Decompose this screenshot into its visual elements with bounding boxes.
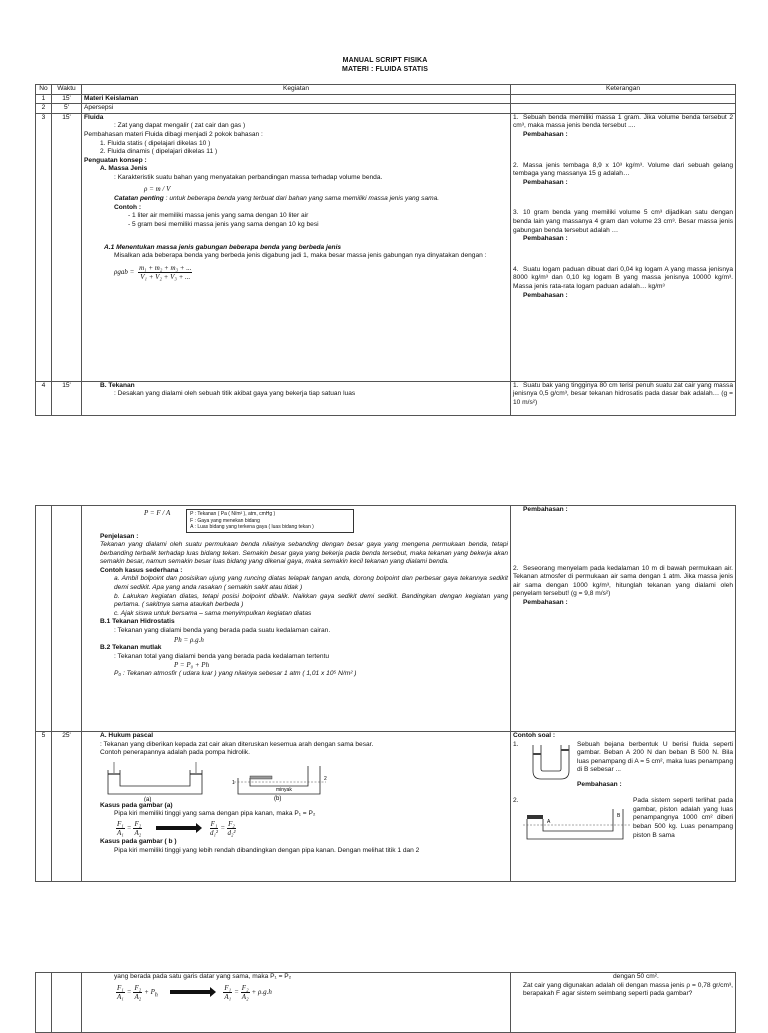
question-text: dengan 50 cm². [613,973,659,980]
question-number: 1. [513,740,519,748]
fraction-denominator: V₁ + V₂ + V₃ + ... [140,272,191,281]
subheading: A.1 Menentukan massa jenis gabungan beberapa benda yang berbeda jenis [104,243,342,251]
hydraulic-figure-a [100,760,210,802]
paragraph: Pembahasan materi Fluida dibagi menjadi 2 pokok bahasan : [84,130,263,138]
fraction: $\frac{\text{F₁}}{\text{d₁²}}$ [210,819,219,837]
question [513,162,733,179]
fraction: $\frac{\text{F₂}}{\text{A₂}}$ [134,819,142,837]
question-number: 2. [513,161,519,169]
figure-label: minyak [276,786,292,793]
row-no: 2 [36,104,52,114]
fraction: $\frac{\text{F₁}}{\text{A₁}}$ [117,983,124,1001]
question-text: Zat cair yang digunakan adalah oli dengan massa jenis ρ = 0,78 gr/cm³, berapakah F agar sistem seimbang seperti pada gambar? [523,981,733,998]
table-row [36,94,736,104]
section-title: A. Hukum pascal [100,732,154,739]
row-kegiatan [82,113,511,381]
definition: : Karakteristik suatu bahan yang menyatakan perbandingan massa terhadap volume benda. [114,173,383,181]
formula: $\frac{\text{F₁}}{\text{A₁}}$ = $\frac{\text{F₂}}{\text{A₂}}$ + $P_h$ $\frac{\text{F₁}}{\text{A₁}}$ = $\frac{\text{F₂}}{\text{A₂}}$ + ρ.g.h [117,983,272,1001]
question-with-figure [513,741,733,781]
arrow-icon [156,826,196,830]
question-text: Suatu logam paduan dibuat dari 0,04 kg logam A yang massa jenisnya 8000 kg/m³ dan 0,10 kg logam B yang massa jenisnya 10000 kg/m³. Massa jenis rata-rata logam paduan adalah… kg/m³ [513,265,733,290]
question [513,209,733,235]
answer-label: Pembahasan : [523,291,568,299]
section-title: Fluida [84,113,104,121]
question-text: 10 gram benda yang memiliki volume 5 cm³ dijadikan satu dengan benda lain yang massanya 4 gram dan volume 23 cm³. Besar massa jenis gabungan benda tersebut adalah … [513,209,733,234]
row-no [36,506,52,732]
formula-lhs: ρgab = [114,267,135,276]
subheading: Penguatan konsep : [84,156,147,164]
figure-label: (b) [274,795,282,802]
document-title [35,56,735,74]
row-keterangan [511,104,736,114]
col-kegiatan: Kegiatan [82,85,511,95]
fraction [138,264,192,281]
table-row [36,381,736,415]
lesson-table-cont [35,505,736,882]
subheading: Kasus pada gambar ( b ) [100,837,177,845]
fraction-numerator: m₁ + m₂ + m₃ + ... [139,263,192,272]
figures [84,760,508,802]
formula-block [84,509,508,533]
question [513,382,733,408]
answer-label: Pembahasan : [523,130,568,138]
answer-label: Pembahasan : [523,178,568,186]
svg-text:2: 2 [324,775,327,782]
subheading: A. Massa Jenis [100,165,148,173]
formula: $\frac{\text{F₁}}{\text{A₁}}$ = $\frac{\text{F₂}}{\text{A₂}}$ $\frac{\text{F₁}}{\text{d₁²}}$ = $\frac{\text{F₂}}{\text{d₂²}}$ [117,819,236,837]
formula: ρ = m / V [144,184,171,193]
paragraph: Contoh penerapannya adalah pada pompa hidrolik. [100,749,250,757]
subheading: B.1 Tekanan Hidrostatis [100,618,175,626]
answer-label: Pembahasan : [523,235,568,243]
table-header [36,85,736,95]
list-item: c. Ajak siswa untuk bersama – sama menyimpulkan kegiatan diatas [114,609,312,617]
note [84,195,508,204]
table-row [36,732,736,882]
row-keterangan [511,381,736,415]
answer-label: Pembahasan : [523,598,568,606]
list-item: b. Lakukan kegiatan diatas, tetapi posisi bolpoint dibalik. Naikkan gaya sedikit demi sedikit. Bandingkan dengan kegiatan yang pertama. ( sakitnya sama ataukah berbeda ) [114,592,508,609]
list-item: 2. Fluida dinamis ( dipelajari dikelas 11 ) [100,148,218,156]
formula: P = P₀ + Ph [174,661,210,670]
title-line-2: MATERI : FLUIDA STATIS [342,66,428,73]
list-item: - 5 gram besi memiliki massa jenis yang sama dengan 10 kg besi [128,220,319,228]
subheading: Penjelasan : [100,532,139,540]
question-number: 2. [513,564,519,572]
formula-legend [186,509,354,533]
legend-line: P : Tekanan ( Pa ( N/m² ), atm, cmHg ) [190,511,276,517]
question [513,565,733,599]
svg-text:A: A [547,819,551,826]
subheading: B.2 Tekanan mutlak [100,644,162,652]
row-waktu: 25' [52,732,82,882]
svg-text:B: B [617,813,621,820]
u-tube-figure [529,741,573,781]
paragraph: Misalkan ada beberapa benda yang berbeda jenis digabung jadi 1, maka besar massa jenis gabungan nya dinyatakan dengan : [114,252,487,260]
definition: : Tekanan total yang dialami benda yang berada pada kedalaman tertentu [114,652,330,660]
row-waktu [52,506,82,732]
question [513,114,733,131]
fraction: $\frac{\text{F₁}}{\text{A₁}}$ [224,983,232,1001]
row-kegiatan [82,732,511,882]
note-label: Catatan penting [114,195,164,203]
list-item-text: 1 liter air memiliki massa jenis yang sama dengan 10 liter air [132,212,309,220]
col-waktu: Waktu [52,85,82,95]
subheading: Contoh kasus sederhana : [100,566,183,574]
lesson-table [35,84,736,416]
question-text: Sebuah benda memiliki massa 1 gram. Jika volume benda tersebut 2 cm³, maka massa jenis benda tersebut .... [513,113,733,130]
piston-figure [523,805,633,845]
definition: : Zat yang dapat mengalir ( zat cair dan gas ) [114,122,246,130]
fraction: $\frac{\text{F₂}}{\text{A₂}}$ [241,983,249,1001]
svg-text:1: 1 [232,779,235,786]
row-waktu: 15' [52,113,82,381]
fraction: $\frac{\text{F₂}}{\text{d₂²}}$ [227,819,236,837]
page-1 [35,40,735,470]
col-no: No [36,85,52,95]
page-2 [35,505,735,890]
row-waktu: 5' [52,104,82,114]
list-item-text: 5 gram besi memiliki massa jenis yang sama dengan 10 kg besi [132,220,319,228]
answer-label: Pembahasan : [577,780,622,788]
row-keterangan [511,506,736,732]
question-number: 4. [513,265,519,273]
row-keterangan [511,732,736,882]
question [513,266,733,292]
note-text: : untuk beberapa benda yang terbuat dari bahan yang sama memiliki massa jenis yang sama. [165,195,440,203]
question-text: Seseorang menyelam pada kedalaman 10 m di bawah permukaan air. Tekanan atmosfer di permukaan air sama dengan 1 atm. Jika massa jenis air sama dengan 1000 kg/m³, hitunglah tekanan yang dialami oleh penyelam tersebut! (g = 9,8 m/s²) [513,564,733,598]
subheading: Contoh soal : [513,732,556,739]
legend-line: F : Gaya yang menekan bidang [190,517,260,524]
fraction: $\frac{\text{F₁}}{\text{A₁}}$ [117,819,124,837]
paragraph: Pipa kiri memiliki tinggi yang lebih rendah dibandingkan dengan pipa kanan. Dengan melihat titik 1 dan 2 [114,846,420,854]
question-number: 1. [513,381,519,389]
title-line-1: MANUAL SCRIPT FISIKA [342,57,428,64]
table-row [36,506,736,732]
paragraph: Pipa kiri memiliki tinggi yang sama dengan pipa kanan, maka P₁ = P₂ [114,810,316,818]
question-text: Sebuah bejana berbentuk U berisi fluida seperti gambar. Beban A 200 N dan beban B 500 N. Bila luas penampang di A = 5 cm², maka luas penampang di B sebesar ... [577,740,733,774]
row-kegiatan [82,506,511,732]
question-text: Pada sistem seperti terlihat pada gambar, piston adalah yang luas penampangnya 1000 cm² diberi beban 500 kg. Luas penampang piston B sama [633,797,733,839]
row-kegiatan: Apersepsi [82,104,511,114]
definition: : Tekanan yang dialami benda yang berada pada suatu kedalaman cairan. [114,627,331,635]
question-number: 1. [513,113,519,121]
row-no: 4 [36,381,52,415]
definition: : Desakan yang dialami oleh sebuah titik akibat gaya yang bekerja tiap satuan luas [114,390,356,398]
question-text: Massa jenis tembaga 8,9 x 10³ kg/m³. Volume dari sebuah gelang tembaga yang massanya 15 g adalah… [513,161,733,178]
page-3 [35,972,735,1032]
question-number: 2. [513,797,519,805]
subheading: Kasus pada gambar (a) [100,801,173,809]
subheading-wrap [84,244,508,253]
row-kegiatan [82,381,511,415]
row-waktu: 15' [52,381,82,415]
definition: : Tekanan yang diberikan kepada zat cair akan diteruskan kesemua arah dengan sama besar. [100,740,374,748]
section-title: B. Tekanan [100,381,135,389]
row-no: 1 [36,94,52,104]
row-keterangan [511,113,736,381]
arrow-icon [170,990,210,994]
list-item: a. Ambil bolpoint dan posisikan ujung yang runcing diatas telapak tangan anda, dorong bolpoint dan perbesar gaya tekannya sedikit demi sedikit. Apa yang anda rasakan ( semakin sakit atau tidak ) [114,575,508,592]
paragraph: yang berada pada satu garis datar yang sama, maka P₁ = P₂ [114,973,292,980]
legend-line: A : Luas bidang yang terkena gaya ( luas bidang tekan ) [190,524,314,530]
row-kegiatan: Materi Keislaman [82,94,511,104]
formula: P = F / A [144,509,171,517]
paragraph: Tekanan yang dialami oleh suatu permukaan benda nilainya sebanding dengan besar gaya yang mengena permukaan benda, tetapi berbanding terbalik terhadap luas bidang tekan. Semakin besar gaya yang bekerja pada benda tersebut, maka tekanan yang bekerja akan semakin besar, namun semakin besar luas bidang yang dikenai gaya, maka semakin kecil tekanan yang dialami benda. [100,541,508,566]
question-text: Suatu bak yang tingginya 80 cm terisi penuh suatu zat cair yang massa jenisnya 0,5 g/cm³, besar tekanan hidrosatis pada dasar bak adalah… (g = 10 m/s²) [513,381,733,406]
question-2-wrap [523,797,733,845]
answer-label: Pembahasan : [523,506,568,513]
col-keterangan: Keterangan [511,85,736,95]
row-no: 5 [36,732,52,882]
list-item: - 1 liter air memiliki massa jenis yang sama dengan 10 liter air [128,212,309,220]
note: P₀ : Tekanan atmosfir ( udara luar ) yang nilainya sebesar 1 atm ( 1,01 x 10⁵ N/m² ) [114,670,357,677]
hydraulic-figure-b [230,760,340,802]
row-no: 3 [36,113,52,381]
figure-label: (a) [144,796,152,802]
question-with-figure [513,797,733,845]
table-row [36,113,736,381]
table-row [36,104,736,114]
fraction: $\frac{\text{F₂}}{\text{A₂}}$ [134,983,142,1001]
question-2-body [523,797,733,845]
question-number: 3. [513,209,519,217]
row-keterangan [511,94,736,104]
formula [84,264,508,281]
list-item: 1. Fluida statis ( dipelajari dikelas 10 ) [100,139,211,147]
subheading: Contoh : [114,203,142,211]
formula: Ph = ρ.g.h [174,635,204,644]
row-waktu: 15' [52,94,82,104]
